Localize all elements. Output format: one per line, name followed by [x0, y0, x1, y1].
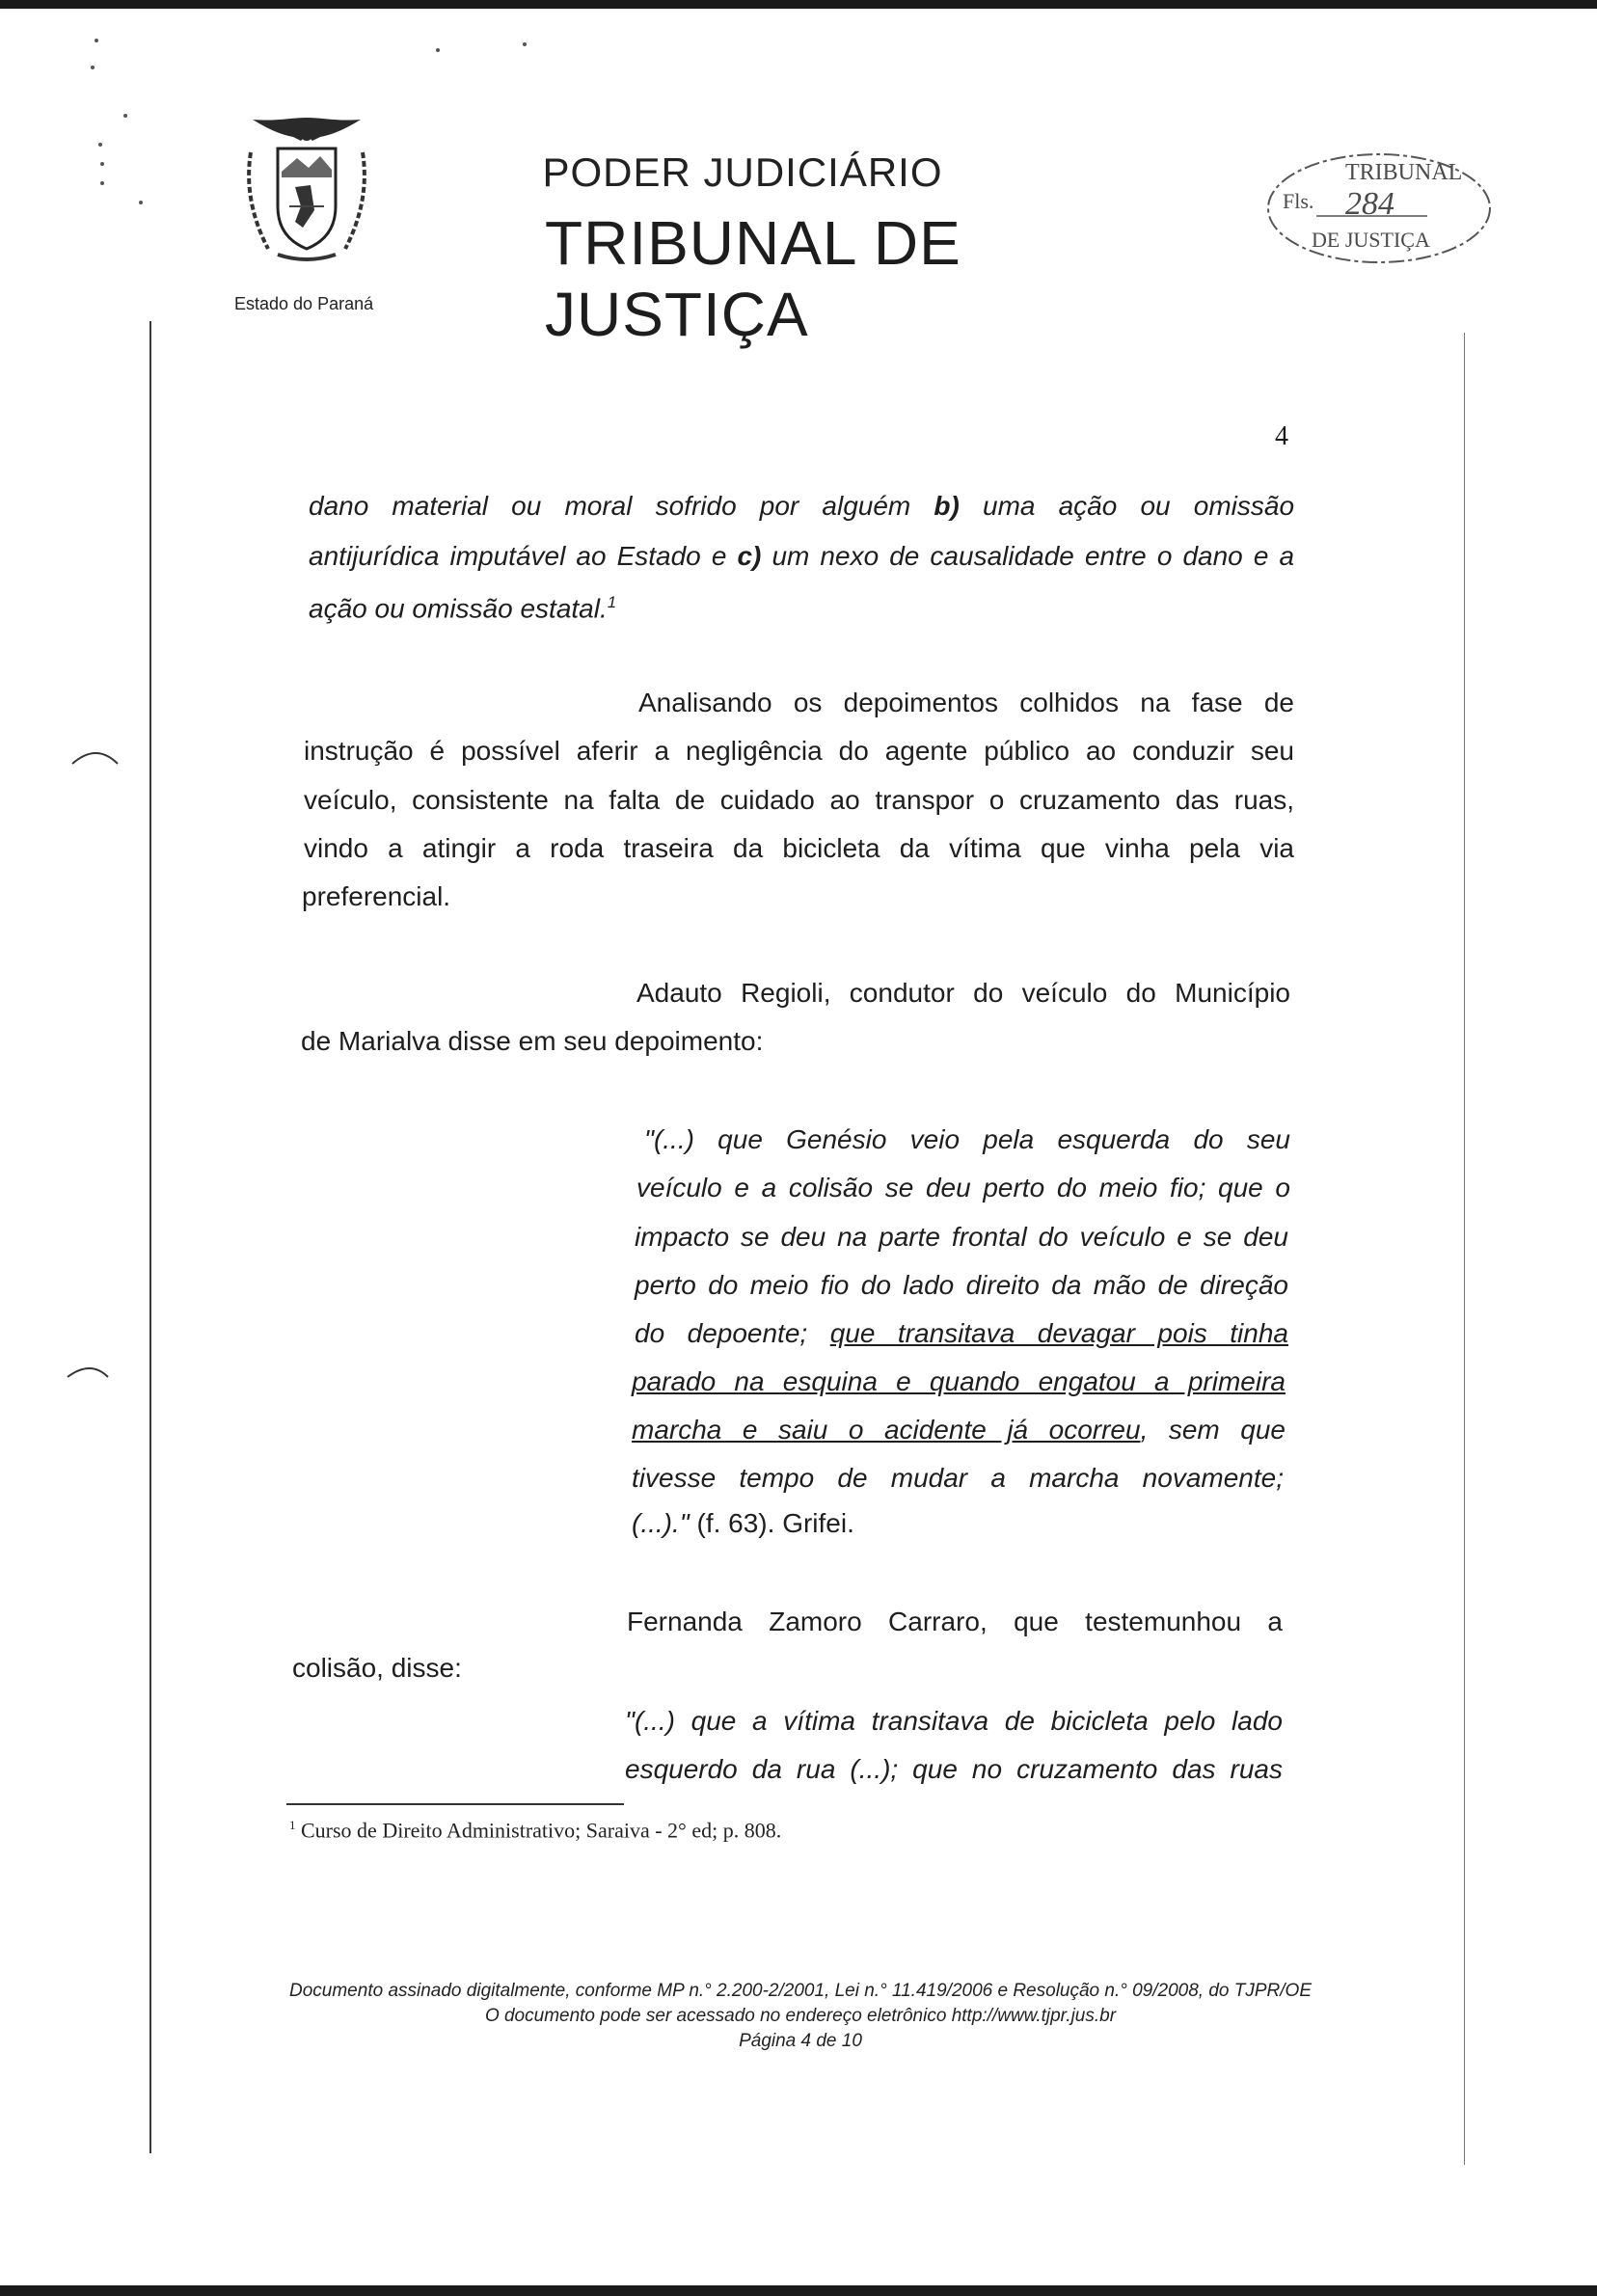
quote1-line1 — [644, 1116, 1290, 1164]
quote2-line2 — [625, 1745, 1283, 1794]
quote1-line3-text: impacto se deu na parte frontal do veículo e se deu — [635, 1222, 1288, 1252]
scan-dots-top-svg — [424, 39, 540, 58]
p3-line1-text: Adauto Regioli, condutor do veículo do Município — [636, 978, 1290, 1008]
quote1-line9-a: (...)." — [632, 1508, 690, 1538]
coat-of-arms-icon — [239, 114, 374, 266]
p1-item-b: b) — [934, 491, 960, 521]
p3-line1 — [636, 969, 1290, 1017]
quote1-line6 — [632, 1358, 1286, 1406]
p1-line2-c: um nexo de causalidade entre o dano e a — [771, 541, 1295, 571]
p2-line2-text: instrução é possível aferir a negligência do agente público ao conduzir seu — [304, 736, 1294, 766]
footnote-separator — [286, 1803, 624, 1805]
p2-line1 — [638, 679, 1294, 727]
quote1-line6-text: parado na esquina e quando engatou a primeira — [632, 1366, 1286, 1396]
p4-line1 — [627, 1598, 1283, 1646]
quote1-line4-text: perto do meio fio do lado direito da mão de direção — [635, 1270, 1288, 1300]
stamp-fls-label: Fls. — [1283, 189, 1314, 213]
quote1-line8-text: tivesse tempo de mudar a marcha novamente; — [632, 1463, 1284, 1493]
p2-line4-text: vindo a atingir a roda traseira da bicicleta da vítima que vinha pela via — [304, 833, 1294, 863]
quote1-citation: (f. 63). Grifei. — [696, 1508, 854, 1538]
footer-line2: O documento pode ser acessado no endereço eletrônico http://www.tjpr.jus.br — [484, 2006, 1117, 2026]
quote1-line5-underlined: que transitava devagar pois tinha — [829, 1318, 1288, 1348]
p2-line5 — [302, 873, 450, 921]
court-title: TRIBUNAL DE JUSTIÇA — [545, 208, 961, 349]
footer-page-indicator: Página 4 de 10 — [739, 2031, 862, 2051]
p4-line2 — [292, 1644, 462, 1692]
p2-line3-text: veículo, consistente na falta de cuidado ao transpor o cruzamento das ruas, — [304, 785, 1294, 815]
scan-marks — [0, 0, 154, 1446]
digital-signature-footer — [193, 1979, 1408, 2054]
p4-line1-text: Fernanda Zamoro Carraro, que testemunhou a — [627, 1607, 1283, 1636]
p2-line5-text: preferencial. — [302, 881, 451, 911]
p3-line2-text: de Marialva disse em seu depoimento: — [301, 1026, 764, 1056]
p3-line2 — [301, 1017, 763, 1066]
quote1-line7-b: , sem que — [1140, 1415, 1286, 1445]
state-label: Estado do Paraná — [234, 294, 374, 313]
p1-line3 — [309, 579, 616, 633]
quote2-line1-text: "(...) que a vítima transitava de bicicleta pelo lado — [625, 1706, 1283, 1736]
quote1-line7-underlined: marcha e saiu o acidente já ocorreu — [632, 1415, 1141, 1445]
p1-line3-text: ação ou omissão estatal. — [309, 593, 608, 624]
quote2-line1 — [625, 1697, 1283, 1745]
footnote-ref: 1 — [607, 593, 617, 611]
footnote-text: Curso de Direito Administrativo; Saraiva - 2° ed; p. 808. — [301, 1818, 782, 1843]
judiciary-title: PODER JUDICIÁRIO — [542, 149, 943, 195]
page-number: 4 — [1275, 421, 1288, 451]
scan-marks-svg — [0, 0, 154, 1446]
footnote — [289, 1818, 781, 1843]
quote1-line9 — [632, 1499, 854, 1548]
quote1-line5 — [635, 1310, 1288, 1358]
left-margin-line — [149, 321, 151, 2153]
scan-top-edge — [0, 0, 1597, 9]
stamp-bottom-text: DE JUSTIÇA — [1312, 228, 1430, 252]
footer-line1: Documento assinado digitalmente, conforme MP n.° 2.200-2/2001, Lei n.° 11.419/2006 e Resolução n.° 09/2008, do TJPR/OE — [289, 1981, 1312, 2001]
scan-bottom-edge — [0, 2285, 1597, 2296]
right-margin-line — [1464, 333, 1465, 2165]
p1-item-c-label: c) — [737, 541, 762, 571]
quote1-line7 — [632, 1406, 1286, 1454]
footnote-marker: 1 — [289, 1818, 296, 1832]
stamp-fls-number: 284 — [1345, 186, 1394, 222]
parana-coat-of-arms — [239, 114, 374, 266]
quote1-line4 — [635, 1261, 1288, 1310]
p2-line1-text: Analisando os depoimentos colhidos na fase de — [638, 688, 1294, 717]
quote1-line3 — [635, 1213, 1288, 1261]
p2-line3 — [304, 776, 1294, 824]
quote1-line5-a: do depoente; — [635, 1318, 808, 1348]
quote1-line8 — [632, 1454, 1284, 1502]
quote1-line2-text: veículo e a colisão se deu perto do meio fio; que o — [636, 1173, 1290, 1202]
quote2-line2-text: esquerdo da rua (...); que no cruzamento das ruas — [625, 1754, 1283, 1784]
p1-line1-c: uma ação ou omissão — [983, 491, 1295, 521]
p1-line1 — [309, 482, 1294, 530]
stamp-top-text: TRIBUNAL — [1345, 160, 1463, 185]
p2-line2 — [304, 727, 1294, 775]
p1-line2 — [309, 532, 1294, 581]
p1-line1-a: dano material ou moral sofrido por alguém — [309, 491, 911, 521]
p2-line4 — [304, 824, 1294, 873]
p4-line2-text: colisão, disse: — [292, 1653, 462, 1683]
p1-line2-a: antijurídica imputável ao Estado e — [309, 541, 727, 571]
quote1-line2 — [636, 1164, 1290, 1212]
quote1-line1-text: "(...) que Genésio veio pela esquerda do seu — [644, 1124, 1290, 1154]
folio-stamp — [1254, 145, 1504, 275]
stamp-svg — [1254, 145, 1504, 275]
scan-dots-top — [424, 39, 540, 58]
